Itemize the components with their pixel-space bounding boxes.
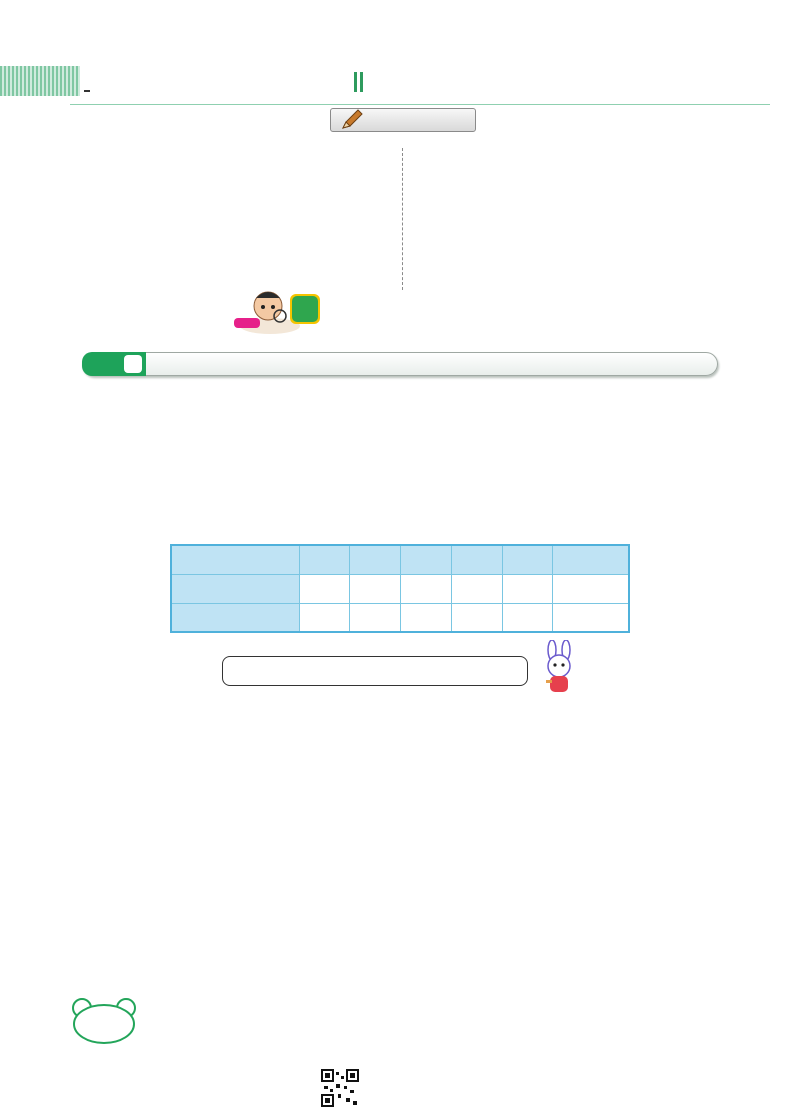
topic-bar [82, 352, 718, 376]
header-rule [70, 104, 770, 105]
table-cell-blank[interactable] [553, 603, 629, 632]
table-cell-blank[interactable] [553, 574, 629, 603]
table-row-header [171, 603, 299, 632]
button-triangles-answer-figure [256, 878, 536, 972]
button-count-table [170, 544, 630, 633]
table-column-header [553, 545, 629, 574]
table-column-header [401, 545, 452, 574]
table-cell-blank[interactable] [401, 574, 452, 603]
table-column-header [502, 545, 553, 574]
topic-tag-number [124, 355, 142, 373]
rabbit-mascot-icon [536, 640, 582, 696]
table-row [171, 574, 629, 603]
mascot-boy-icon [220, 286, 330, 336]
table-cell-blank[interactable] [401, 603, 452, 632]
button-triangles-figure [250, 412, 550, 494]
table-cell-blank[interactable] [350, 603, 401, 632]
table-row-header [171, 545, 299, 574]
table-column-header [350, 545, 401, 574]
brand-logo-sub [84, 90, 90, 92]
table-cell-blank[interactable] [299, 603, 350, 632]
pencil-icon [340, 108, 364, 132]
table-row [171, 545, 629, 574]
header-bars-decoration [354, 72, 366, 92]
table-row [171, 603, 629, 632]
table-row-header [171, 574, 299, 603]
table-cell-blank[interactable] [299, 574, 350, 603]
table-cell [502, 574, 553, 603]
table-cell-blank[interactable] [451, 574, 502, 603]
table-column-header [451, 545, 502, 574]
table-cell-blank[interactable] [350, 574, 401, 603]
table-cell [502, 603, 553, 632]
table-cell-blank[interactable] [451, 603, 502, 632]
column-divider [402, 148, 403, 290]
header-stripe [0, 66, 80, 96]
qr-code-icon [320, 1068, 360, 1108]
hint-speech-bubble [222, 656, 528, 686]
table-column-header [299, 545, 350, 574]
page-number-badge [68, 998, 140, 1046]
